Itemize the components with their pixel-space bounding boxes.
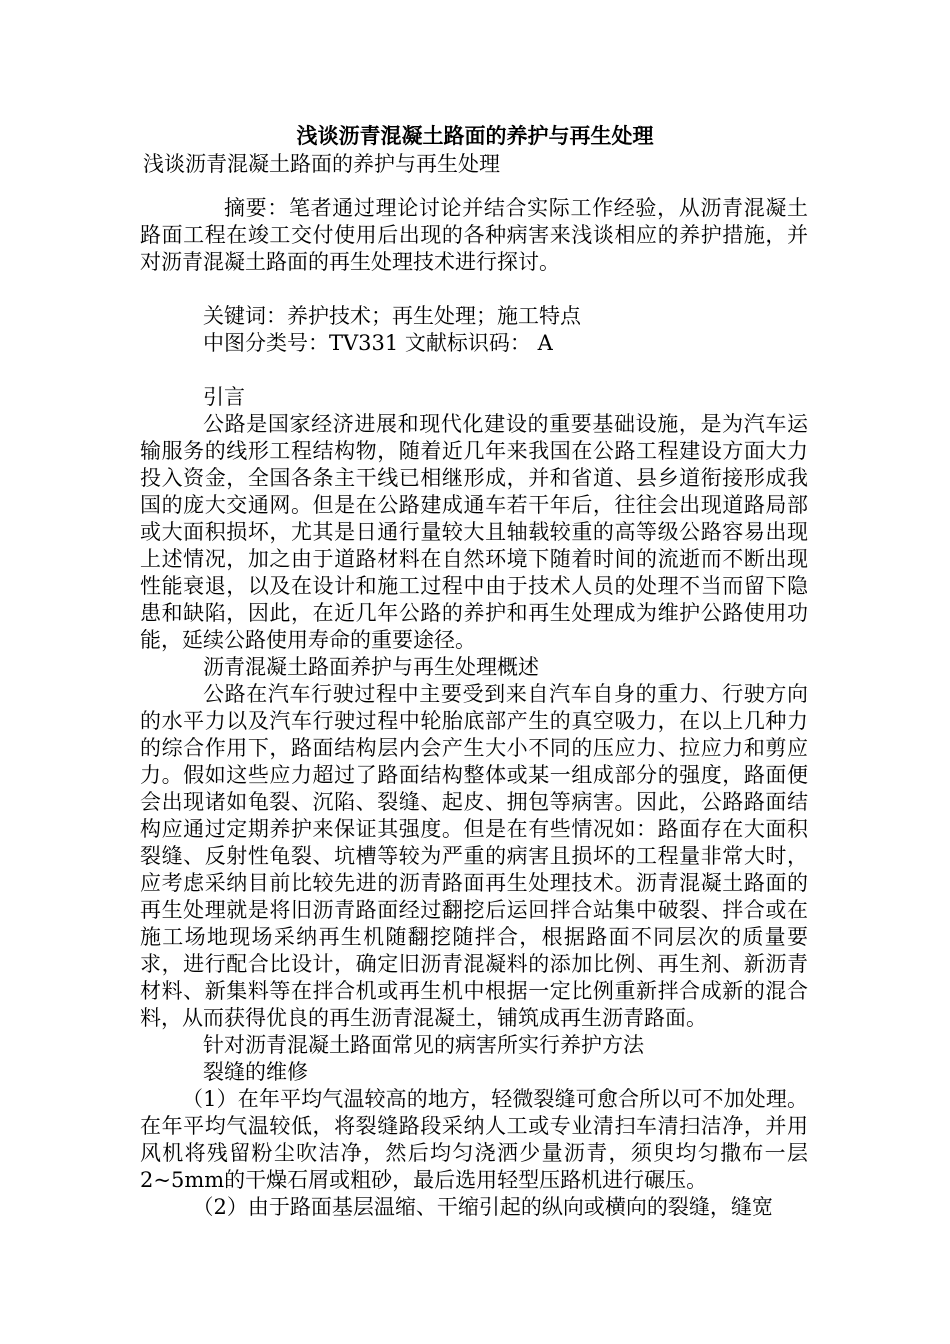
- abstract-paragraph: 摘要：笔者通过理论讨论并结合实际工作经验，从沥青混凝土路面工程在竣工交付使用后出现的各种病害来浅谈相应的养护措施，并对沥青混凝土路面的再生处理技术进行探讨。: [140, 196, 808, 274]
- spacer: [140, 357, 808, 384]
- section-heading-intro: 引言: [203, 385, 245, 409]
- crack-item-1-paragraph: （1）在年平均气温较高的地方，轻微裂缝可愈合所以可不加处理。在年平均气温较低，将裂缝路段采纳人工或专业清扫车清扫洁净，并用风机将残留粉尘吹洁净，然后均匀浇洒少量沥青，须臾均匀撒布一层2~5mm的干燥石屑或粗砂，最后选用轻型压路机进行碾压。: [140, 1087, 808, 1192]
- crack-item-2-paragraph: （2）由于路面基层温缩、干缩引起的纵向或横向的裂缝，缝宽: [192, 1195, 773, 1219]
- document-subtitle: 浅谈沥青混凝土路面的养护与再生处理: [143, 152, 500, 176]
- document-body: [140, 195, 808, 1221]
- document-title: 浅谈沥青混凝土路面的养护与再生处理: [296, 124, 654, 148]
- keywords-line: 关键词：养护技术；再生处理；施工特点: [203, 304, 581, 328]
- section-heading-overview: 沥青混凝土路面养护与再生处理概述: [203, 655, 539, 679]
- intro-paragraph: 公路是国家经济进展和现代化建设的重要基础设施，是为汽车运输服务的线形工程结构物，随着近几年来我国在公路工程建设方面大力投入资金，全国各条主干线已相继形成，并和省道、县乡道衔接形成我国的庞大交通网。但是在公路建成通车若干年后，往往会出现道路局部或大面积损坏，尤其是日通行量较大且轴载较重的高等级公路容易出现上述情况，加之由于道路材料在自然环境下随着时间的流逝而不断出现性能衰退，以及在设计和施工过程中由于技术人员的处理不当而留下隐患和缺陷，因此，在近几年公路的养护和再生处理成为维护公路使用功能，延续公路使用寿命的重要途径。: [140, 412, 808, 652]
- section-heading-cracks: 裂缝的维修: [203, 1060, 308, 1084]
- classification-line: 中图分类号：TV331 文献标识码： A: [203, 331, 553, 355]
- overview-paragraph: 公路在汽车行驶过程中主要受到来自汽车自身的重力、行驶方向的水平力以及汽车行驶过程中轮胎底部产生的真空吸力，在以上几种力的综合作用下，路面结构层内会产生大小不同的压应力、拉应力和剪应力。假如这些应力超过了路面结构整体或某一组成部分的强度，路面便会出现诸如龟裂、沉陷、裂缝、起皮、拥包等病害。因此，公路路面结构应通过定期养护来保证其强度。但是在有些情况如：路面存在大面积裂缝、反射性龟裂、坑槽等较为严重的病害且损坏的工程量非常大时，应考虑采纳目前比较先进的沥青路面再生处理技术。沥青混凝土路面的再生处理就是将旧沥青路面经过翻挖后运回拌合站集中破裂、拌合或在施工场地现场采纳再生机随翻挖随拌合，根据路面不同层次的质量要求，进行配合比设计，确定旧沥青混凝料的添加比例、再生剂、新沥青材料、新集料等在拌合机或再生机中根据一定比例重新拌合成新的混合料，从而获得优良的再生沥青混凝土，铺筑成再生沥青路面。: [140, 682, 808, 1030]
- section-heading-methods: 针对沥青混凝土路面常见的病害所实行养护方法: [203, 1033, 644, 1057]
- spacer: [140, 276, 808, 303]
